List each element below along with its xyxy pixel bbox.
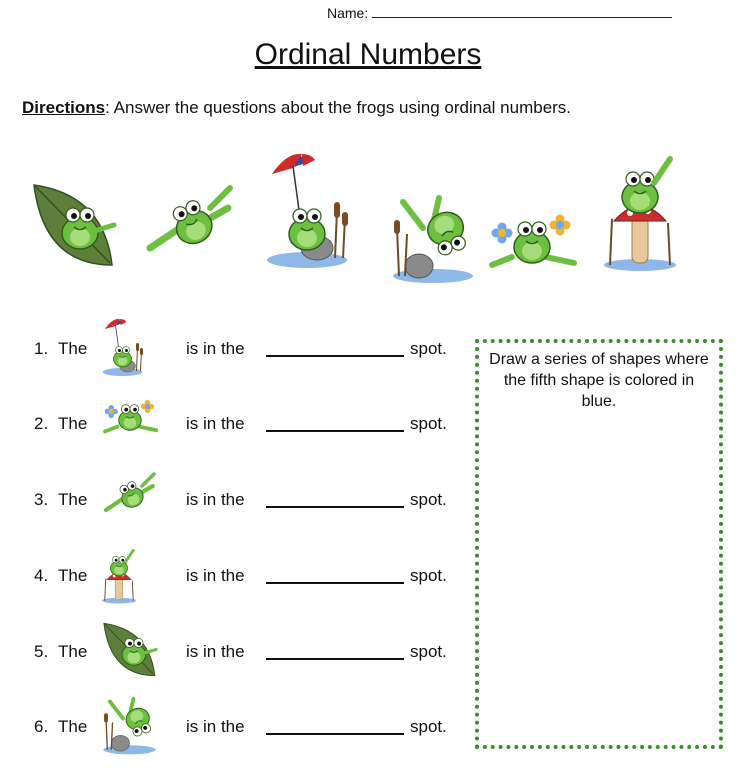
diving-frog-icon	[388, 192, 478, 284]
question-middle-text: is in the	[186, 414, 245, 433]
question-middle-text: is in the	[186, 566, 245, 585]
question-frog-icon	[100, 620, 160, 684]
name-label: Name:	[327, 5, 369, 21]
umbrella-frog-icon	[100, 317, 145, 377]
question-item	[34, 490, 454, 530]
drawing-box[interactable]	[475, 339, 723, 749]
name-blank[interactable]	[372, 5, 672, 18]
question-frog-icon	[100, 317, 145, 382]
question-the: The	[58, 490, 88, 509]
question-item	[34, 414, 454, 454]
question-end-text: spot.	[410, 566, 447, 585]
question-number: 5.	[34, 642, 49, 661]
page-title: Ordinal Numbers	[254, 38, 482, 71]
question-end-text: spot.	[410, 339, 447, 358]
question-middle-text: is in the	[186, 642, 245, 661]
question-end-text: spot.	[410, 642, 447, 661]
question-frog-icon	[100, 544, 138, 609]
answer-blank[interactable]	[266, 430, 404, 432]
question-item	[34, 642, 454, 682]
question-frog-icon	[100, 468, 160, 521]
leaf-frog-icon	[100, 620, 160, 679]
question-the: The	[58, 642, 88, 661]
question-middle-text: is in the	[186, 490, 245, 509]
question-middle-text: is in the	[186, 339, 245, 358]
question-item	[34, 566, 454, 606]
umbrella-frog-icon	[262, 150, 352, 270]
directions-label: Directions	[22, 98, 106, 117]
answer-blank[interactable]	[266, 582, 404, 584]
leaf-frog-icon	[28, 180, 120, 270]
question-the: The	[58, 717, 88, 736]
question-frog-icon	[100, 392, 160, 441]
question-end-text: spot.	[410, 717, 447, 736]
directions	[22, 98, 571, 118]
answer-blank[interactable]	[266, 658, 404, 660]
question-item	[34, 339, 454, 379]
question-number: 2.	[34, 414, 49, 433]
frog-lineup	[0, 140, 736, 290]
drawing-box-instructions: Draw a series of shapes where the fifth shape is colored in blue.	[489, 351, 709, 410]
name-field[interactable]	[327, 5, 672, 21]
jumping-frog-icon	[100, 468, 160, 516]
directions-text: : Answer the questions about the frogs using ordinal numbers.	[105, 98, 572, 117]
answer-blank[interactable]	[266, 506, 404, 508]
question-end-text: spot.	[410, 490, 447, 509]
question-number: 4.	[34, 566, 49, 585]
question-item	[34, 717, 454, 757]
mushroom-frog-icon	[600, 146, 680, 272]
flower-frog-icon	[100, 392, 160, 436]
jumping-frog-icon	[140, 178, 240, 258]
question-frog-icon	[100, 695, 159, 760]
answer-blank[interactable]	[266, 355, 404, 357]
question-number: 6.	[34, 717, 49, 736]
question-number: 1.	[34, 339, 49, 358]
mushroom-frog-icon	[100, 544, 138, 604]
question-the: The	[58, 414, 88, 433]
question-number: 3.	[34, 490, 49, 509]
answer-blank[interactable]	[266, 733, 404, 735]
diving-frog-icon	[100, 695, 159, 755]
question-the: The	[58, 566, 88, 585]
question-middle-text: is in the	[186, 717, 245, 736]
question-the: The	[58, 339, 88, 358]
question-end-text: spot.	[410, 414, 447, 433]
flower-frog-icon	[484, 202, 580, 272]
